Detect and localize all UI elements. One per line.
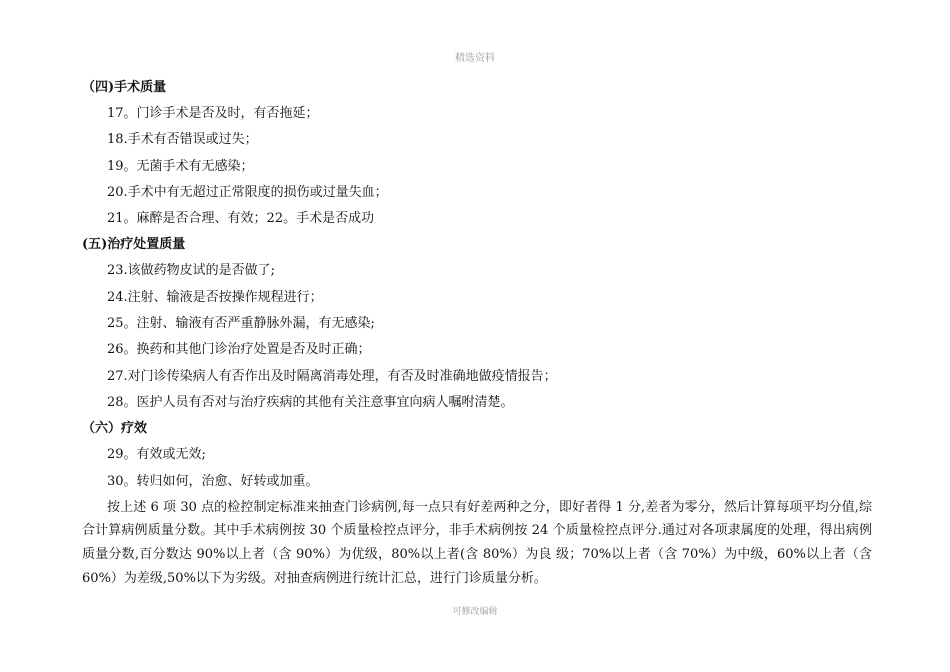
list-item: 18.手术有否错误或过失；: [107, 132, 258, 148]
summary-paragraph: 按上述 6 项 30 点的检控制定标准来抽查门诊病例,每一点只有好差两种之分，即好者得 1 分,差者为零分，然后计算每项平均分值,综合计算病例质量分数。其中手术病例按 30 个质量检控点评分，非手术病例按 24 个质量检控点评分.通过对各项隶属度的处理，得出病例质量分数,百分数达 90%以上者（含 90%）为优级，80%以上者(含 80%）为良 级；70%以上者（含 70%）为中级，60%以上者（含 60%）为差级,50%以下为劣级。对抽查病例进行统计汇总，进行门诊质量分析。: [82, 499, 872, 586]
list-item: 27.对门诊传染病人有否作出及时隔离消毒处理，有否及时准确地做疫情报告；: [107, 368, 557, 384]
list-item: 23.该做药物皮试的是否做了;: [107, 263, 276, 279]
page-footer: 可修改编辑: [452, 607, 498, 617]
section-efficacy: [82, 416, 872, 495]
document-body: [82, 75, 872, 603]
list-item: 25。注射、输液有否严重静脉外漏，有无感染;: [107, 316, 375, 332]
section-treatment-quality: [82, 232, 872, 416]
list-item: 21。麻醉是否合理、有效；22。手术是否成功: [107, 211, 375, 227]
list-item: 26。换药和其他门诊治疗处置是否及时正确；: [107, 342, 371, 358]
list-item: 29。有效或无效;: [107, 447, 206, 463]
list-item: 28。医护人员有否对与治疗疾病的其他有关注意事宜向病人嘱咐清楚。: [107, 394, 514, 410]
list-item: 24.注射、输液是否按操作规程进行；: [107, 289, 323, 305]
section-surgery-quality: [82, 75, 872, 232]
page-header: 精选资料: [455, 53, 495, 64]
list-item: 20.手术中有无超过正常限度的损伤或过量失血；: [107, 184, 388, 200]
section-heading: （六）疗效: [82, 421, 148, 437]
list-item: 17。门诊手术是否及时，有否拖延；: [107, 106, 319, 121]
section-heading: （四)手术质量: [82, 80, 167, 95]
list-item: 19。无菌手术有无感染；: [107, 158, 254, 174]
section-heading: (五)治疗处置质量: [82, 237, 186, 253]
list-item: 30。转归如何，治愈、好转或加重。: [107, 473, 319, 489]
